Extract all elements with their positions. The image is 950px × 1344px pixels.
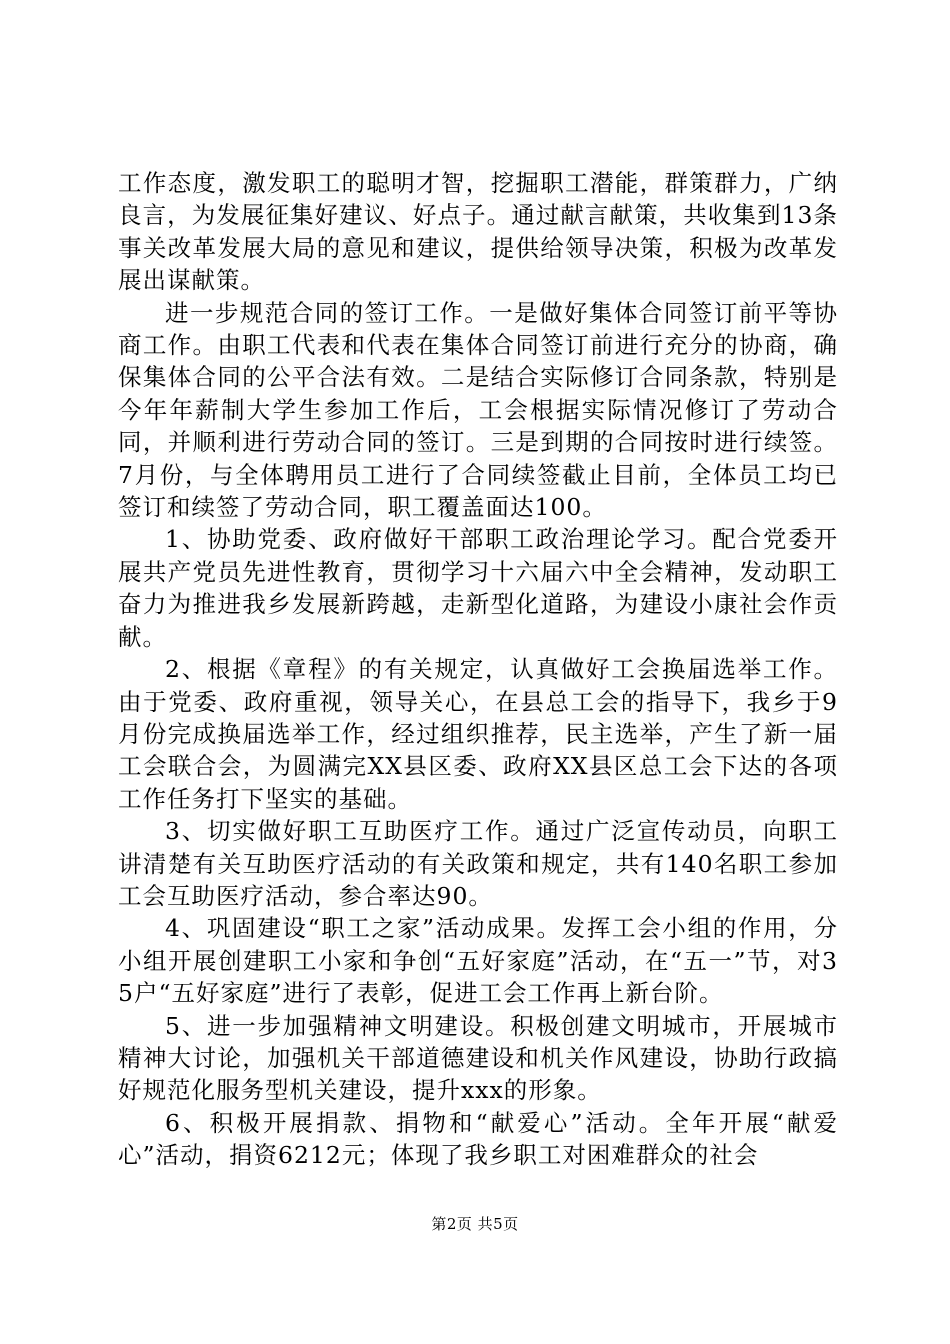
paragraph-item-1: 1、协助党委、政府做好干部职工政治理论学习。配合党委开展共产党员先进性教育，贯彻学习十六届六中全会精神，发动职工奋力为推进我乡发展新跨越，走新型化道路，为建设小康社会作贡献。 bbox=[118, 525, 838, 651]
paragraph-item-3: 3、切实做好职工互助医疗工作。通过广泛宣传动员，向职工讲清楚有关互助医疗活动的有关政策和规定，共有140名职工参加工会互助医疗活动，参合率达90。 bbox=[118, 817, 838, 910]
paragraph-item-5: 5、进一步加强精神文明建设。积极创建文明城市，开展城市精神大讨论，加强机关干部道德建设和机关作风建设，协助行政搞好规范化服务型机关建设，提升xxx的形象。 bbox=[118, 1011, 838, 1105]
paragraph-work-attitude: 工作态度，激发职工的聪明才智，挖掘职工潜能，群策群力，广纳良言，为发展征集好建议、好点子。通过献言献策，共收集到13条事关改革发展大局的意见和建议，提供给领导决策，积极为改革发展出谋献策。 bbox=[118, 169, 838, 295]
paragraph-item-2: 2、根据《章程》的有关规定，认真做好工会换届选举工作。由于党委、政府重视，领导关心，在县总工会的指导下，我乡于9月份完成换届选举工作，经过组织推荐，民主选举，产生了新一届工会联合会，为圆满完XX县区委、政府XX县区总工会下达的各项工作任务打下坚实的基础。 bbox=[118, 655, 838, 813]
document-body bbox=[118, 167, 838, 1172]
paragraph-item-4: 4、巩固建设“职工之家”活动成果。发挥工会小组的作用，分小组开展创建职工小家和争创“五好家庭”活动，在“五一”节，对35户“五好家庭”进行了表彰，促进工会工作再上新台阶。 bbox=[118, 914, 838, 1008]
paragraph-contract-signing: 进一步规范合同的签订工作。一是做好集体合同签订前平等协商工作。由职工代表和代表在集体合同签订前进行充分的协商，确保集体合同的公平合法有效。二是结合实际修订合同条款，特别是今年年薪制大学生参加工作后，工会根据实际情况修订了劳动合同，并顺利进行劳动合同的签订。三是到期的合同按时进行续签。7月份，与全体聘用员工进行了合同续签截止目前，全体员工均已签订和续签了劳动合同，职工覆盖面达100。 bbox=[118, 298, 838, 522]
page-number-footer: 第2页 共5页 bbox=[431, 1215, 519, 1233]
paragraph-item-6: 6、积极开展捐款、捐物和“献爱心”活动。全年开展“献爱心”活动，捐资6212元；体现了我乡职工对困难群众的社会 bbox=[118, 1108, 838, 1170]
